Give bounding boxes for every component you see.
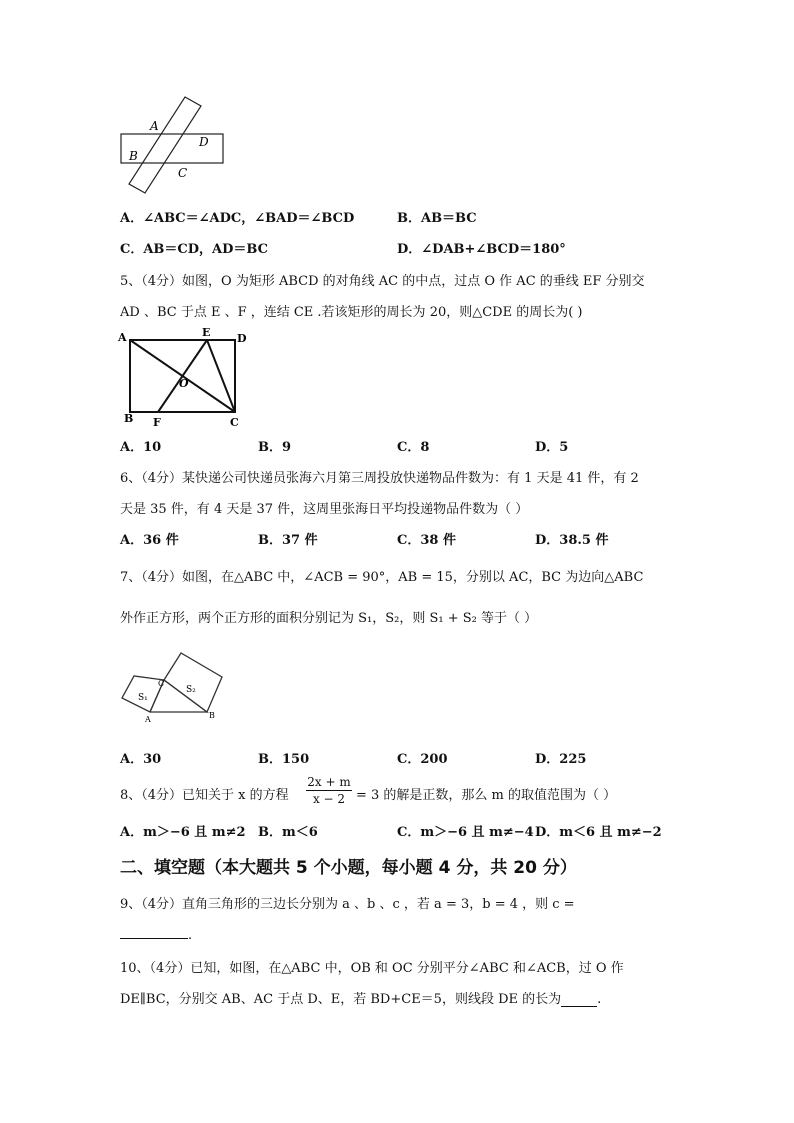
q6-option-a: A．36 件 [120,533,179,548]
q7-option-a: A．30 [120,752,162,767]
q7-square-s2 [164,653,222,712]
q9-answer-blank[interactable] [120,924,188,939]
q7-label-s2: S₂ [186,685,196,695]
q5-option-c: C．8 [397,440,430,455]
q4-option-b: B．AB＝BC [397,211,477,226]
q4-figure [115,92,235,192]
q10-text-line2-body: DE∥BC，分别交 AB、AC 于点 D、E，若 BD+CE＝5，则线段 DE 的长为 [120,992,562,1007]
q6-option-b: B．37 件 [258,533,318,548]
q9-answer-line [120,924,192,943]
q4-label-a: A [150,119,159,133]
q7-label-c: C [158,679,165,688]
q4-label-d: D [199,135,209,149]
q8-option-b: B．m＜6 [258,825,318,840]
q5-text-line2: AD 、BC 于点 E 、F ，连结 CE .若该矩形的周长为 20，则△CDE 的周长为( ) [120,305,583,320]
q5-option-d: D．5 [535,440,569,455]
q7-option-d: D．225 [535,752,587,767]
q6-option-c: C．38 件 [397,533,456,548]
q6-option-d: D．38.5 件 [535,533,609,548]
q5-label-o: O [179,377,189,390]
q8-option-c: C．m＞−6 且 m≠−4 [397,825,534,840]
q5-label-e: E [202,326,211,339]
q7-figure [118,650,228,728]
q5-option-a: A．10 [120,440,162,455]
section-title: 二、填空题（本大题共 5 个小题，每小题 4 分，共 20 分） [120,858,577,878]
q6-text-line1: 6、（4分）某快递公司快递员张海六月第三周投放快递物品件数为：有 1 天是 41 件，有 2 [120,471,639,486]
q8-option-a: A．m＞−6 且 m≠2 [120,825,246,840]
q8-text-post: = 3 的解是正数，那么 m 的取值范围为（ ） [356,788,617,803]
q10-text-line1: 10、（4分）已知，如图，在△ABC 中，OB 和 OC 分别平分∠ABC 和∠ACB，过 O 作 [120,961,624,976]
q4-label-c: C [178,166,188,180]
q5-text-line1: 5、（4分）如图，O 为矩形 ABCD 的对角线 AC 的中点，过点 O 作 AC 的垂线 EF 分别交 [120,274,645,289]
q7-option-c: C．200 [397,752,448,767]
q4-label-b: B [129,149,138,163]
q9-tail: . [188,928,193,943]
q4-slanted-strip [129,97,201,193]
q8-option-d: D．m＜6 且 m≠−2 [535,825,662,840]
q7-label-b: B [209,711,215,720]
q10-answer-blank[interactable] [561,992,597,1007]
q5-label-a: A [118,331,127,344]
q10-text-line2 [120,988,601,1007]
q8-fraction-denominator: x − 2 [312,792,346,806]
q5-segment-ef [158,340,207,412]
q4-option-a: A．∠ABC＝∠ADC，∠BAD＝∠BCD [120,211,355,226]
q5-label-b: B [124,412,134,425]
q5-label-c: C [230,416,239,429]
q10-tail: . [597,992,602,1007]
q9-text-line1: 9、（4分）直角三角形的三边长分别为 a 、b 、c ，若 a = 3，b = 4 ，则 c = [120,897,575,912]
q8-fraction [306,774,352,807]
q8-text-pre: 8、（4分）已知关于 x 的方程 [120,788,289,803]
q5-figure [115,325,255,430]
q5-label-f: F [153,416,161,429]
q5-option-b: B．9 [258,440,292,455]
q8-fraction-numerator: 2x + m [307,775,351,789]
q4-option-d: D．∠DAB+∠BCD＝180° [397,242,566,257]
q7-text-line2: 外作正方形，两个正方形的面积分别记为 S₁，S₂，则 S₁ + S₂ 等于（ ） [120,611,538,626]
q7-option-b: B．150 [258,752,310,767]
q6-text-line2: 天是 35 件，有 4 天是 37 件，这周里张海日平均投递物品件数为（ ） [120,502,529,517]
q7-text-line1: 7、（4分）如图，在△ABC 中，∠ACB = 90°，AB = 15，分别以 AC，BC 为边向△ABC [120,570,644,585]
q5-label-d: D [237,332,247,345]
q7-label-s1: S₁ [138,693,148,703]
q4-option-c: C．AB＝CD，AD＝BC [120,242,268,257]
q7-label-a: A [145,715,151,724]
